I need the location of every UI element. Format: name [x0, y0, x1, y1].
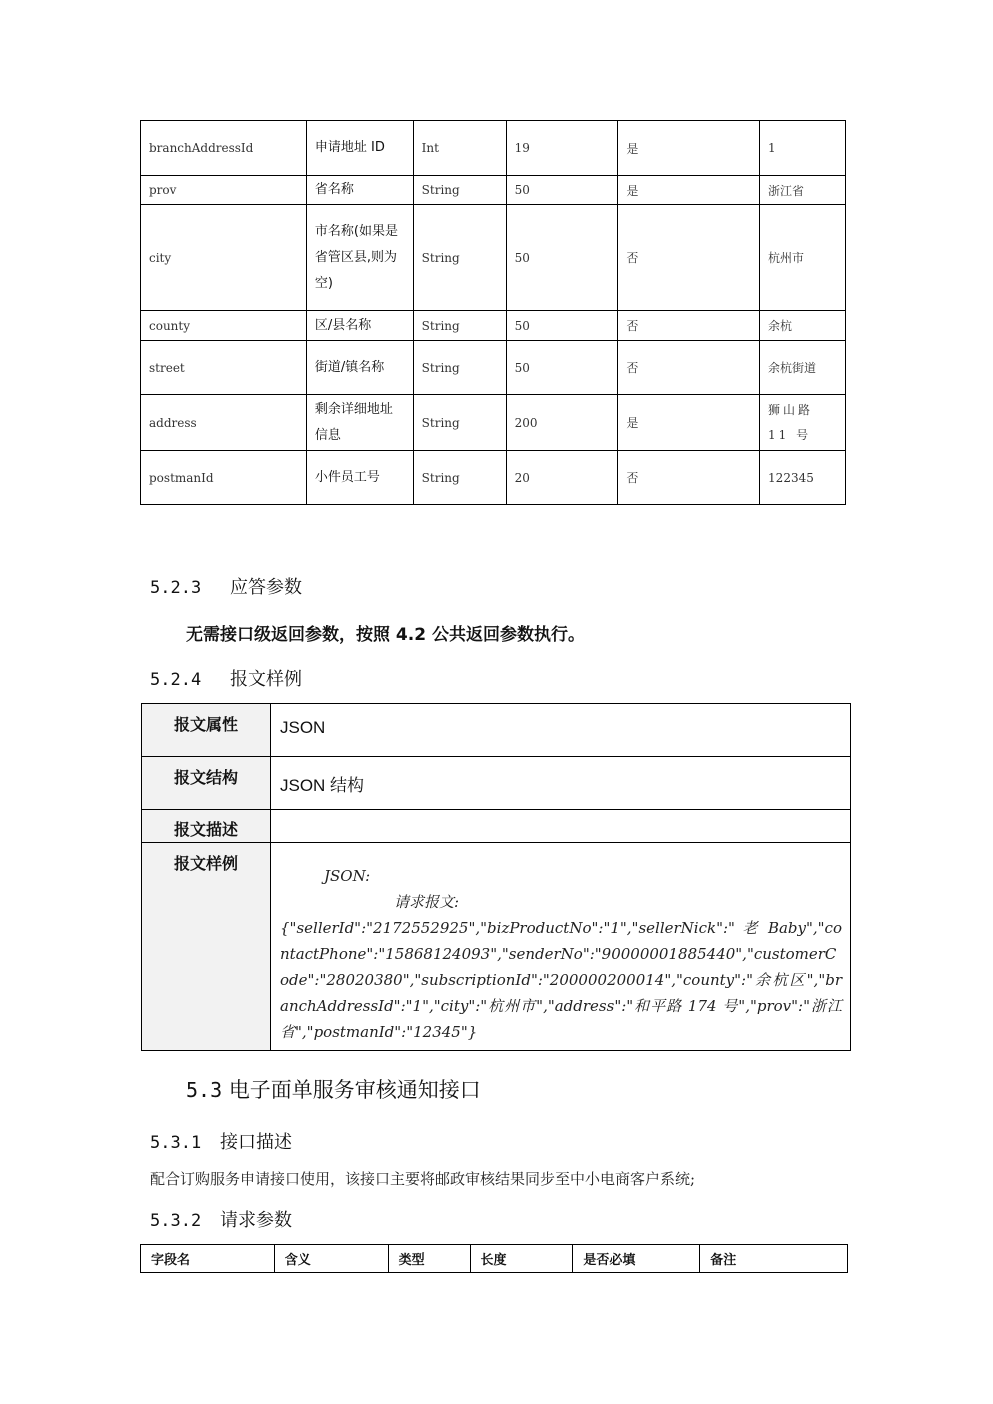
length-cell: 19 [506, 121, 618, 176]
meaning-cell: 街道/镇名称 [306, 341, 413, 395]
length-cell: 50 [506, 311, 618, 341]
table-row [141, 176, 846, 205]
meaning-cell: 市名称(如果是省管区县,则为空) [306, 205, 413, 311]
length-cell: 50 [506, 176, 618, 205]
message-struct-value: JSON 结构 [271, 757, 851, 810]
type-cell: String [413, 176, 506, 205]
type-cell: String [413, 451, 506, 505]
message-desc-label: 报文描述 [142, 810, 271, 843]
required-cell: 是 [618, 121, 760, 176]
section-number: 5.3.1 [150, 1133, 202, 1153]
section-heading-5-2-4 [150, 665, 302, 691]
meaning-cell: 剩余详细地址信息 [306, 395, 413, 451]
message-attr-value: JSON [271, 704, 851, 757]
table-row [142, 757, 851, 810]
field-cell: city [141, 205, 307, 311]
column-header: 长度 [470, 1245, 573, 1273]
type-cell: String [413, 205, 506, 311]
column-header: 类型 [388, 1245, 470, 1273]
message-desc-value [271, 810, 851, 843]
column-header: 含义 [274, 1245, 388, 1273]
section-heading-5-3-1 [150, 1128, 292, 1154]
column-header: 字段名 [141, 1245, 275, 1273]
meaning-cell: 申请地址 ID [306, 121, 413, 176]
table-row [141, 121, 846, 176]
length-cell: 20 [506, 451, 618, 505]
remark-cell: 浙江省 [760, 176, 846, 205]
remark-cell: 122345 [760, 451, 846, 505]
sample-line-request: 请求报文: [394, 893, 460, 911]
type-cell: Int [413, 121, 506, 176]
interface-description: 配合订购服务申请接口使用，该接口主要将邮政审核结果同步至中小电商客户系统; [150, 1170, 696, 1188]
table-row [141, 205, 846, 311]
table-row [142, 810, 851, 843]
field-cell: prov [141, 176, 307, 205]
field-cell: street [141, 341, 307, 395]
type-cell: String [413, 395, 506, 451]
remark-cell: 1 [760, 121, 846, 176]
table-row [141, 395, 846, 451]
table-row [141, 451, 846, 505]
column-header: 是否必填 [573, 1245, 700, 1273]
message-attr-label: 报文属性 [142, 704, 271, 757]
param-table [140, 120, 846, 505]
field-cell: county [141, 311, 307, 341]
message-sample-label: 报文样例 [142, 843, 271, 1051]
column-header: 备注 [700, 1245, 848, 1273]
required-cell: 是 [618, 395, 760, 451]
meaning-cell: 省名称 [306, 176, 413, 205]
meaning-cell: 区/县名称 [306, 311, 413, 341]
type-cell: String [413, 311, 506, 341]
table-row [141, 311, 846, 341]
field-cell: address [141, 395, 307, 451]
section-number: 5.3.2 [150, 1211, 202, 1231]
required-cell: 是 [618, 176, 760, 205]
type-cell: String [413, 341, 506, 395]
remark-cell: 余杭 [760, 311, 846, 341]
sample-body: {"sellerId":"2172552925","bizProductNo":"1","sellerNick":" 老 Baby","contactPhone":"15868124093","senderNo":"90000001885440","customerCode":"28020380","subscriptionId":"200000200014","county":"余杭区","branchAddressId":"1","city":"杭州市","address":"和平路 174 号","prov":"浙江省","postmanId":"12345"} [280, 919, 842, 1041]
section-heading-5-3-2 [150, 1206, 292, 1232]
length-cell: 50 [506, 341, 618, 395]
table-header-row [141, 1245, 848, 1273]
section-heading-5-2-3 [150, 573, 302, 599]
message-sample-table [141, 703, 851, 1051]
request-params-table [140, 1244, 848, 1273]
section-number: 5.2.4 [150, 670, 202, 690]
response-note: 无需接口级返回参数，按照 4.2 公共返回参数执行。 [186, 625, 585, 645]
meaning-cell: 小件员工号 [306, 451, 413, 505]
table-row [142, 704, 851, 757]
required-cell: 否 [618, 205, 760, 311]
field-cell: branchAddressId [141, 121, 307, 176]
required-cell: 否 [618, 451, 760, 505]
remark-cell: 狮山路 11 号 [760, 395, 846, 451]
section-title: 请求参数 [220, 1210, 292, 1231]
remark-cell: 余杭街道 [760, 341, 846, 395]
table-row [141, 341, 846, 395]
section-number: 5.2.3 [150, 578, 202, 598]
section-number: 5.3 [186, 1078, 223, 1102]
length-cell: 50 [506, 205, 618, 311]
sample-line-json: JSON: [324, 867, 371, 885]
remark-cell: 杭州市 [760, 205, 846, 311]
table-row [142, 843, 851, 1051]
required-cell: 否 [618, 341, 760, 395]
message-sample-content [271, 843, 851, 1051]
field-cell: postmanId [141, 451, 307, 505]
required-cell: 否 [618, 311, 760, 341]
section-title: 接口描述 [220, 1132, 292, 1153]
section-title: 报文样例 [230, 669, 302, 690]
length-cell: 200 [506, 395, 618, 451]
section-title: 电子面单服务审核通知接口 [228, 1078, 481, 1102]
section-title: 应答参数 [230, 577, 302, 598]
message-struct-label: 报文结构 [142, 757, 271, 810]
section-heading-5-3 [186, 1074, 481, 1104]
